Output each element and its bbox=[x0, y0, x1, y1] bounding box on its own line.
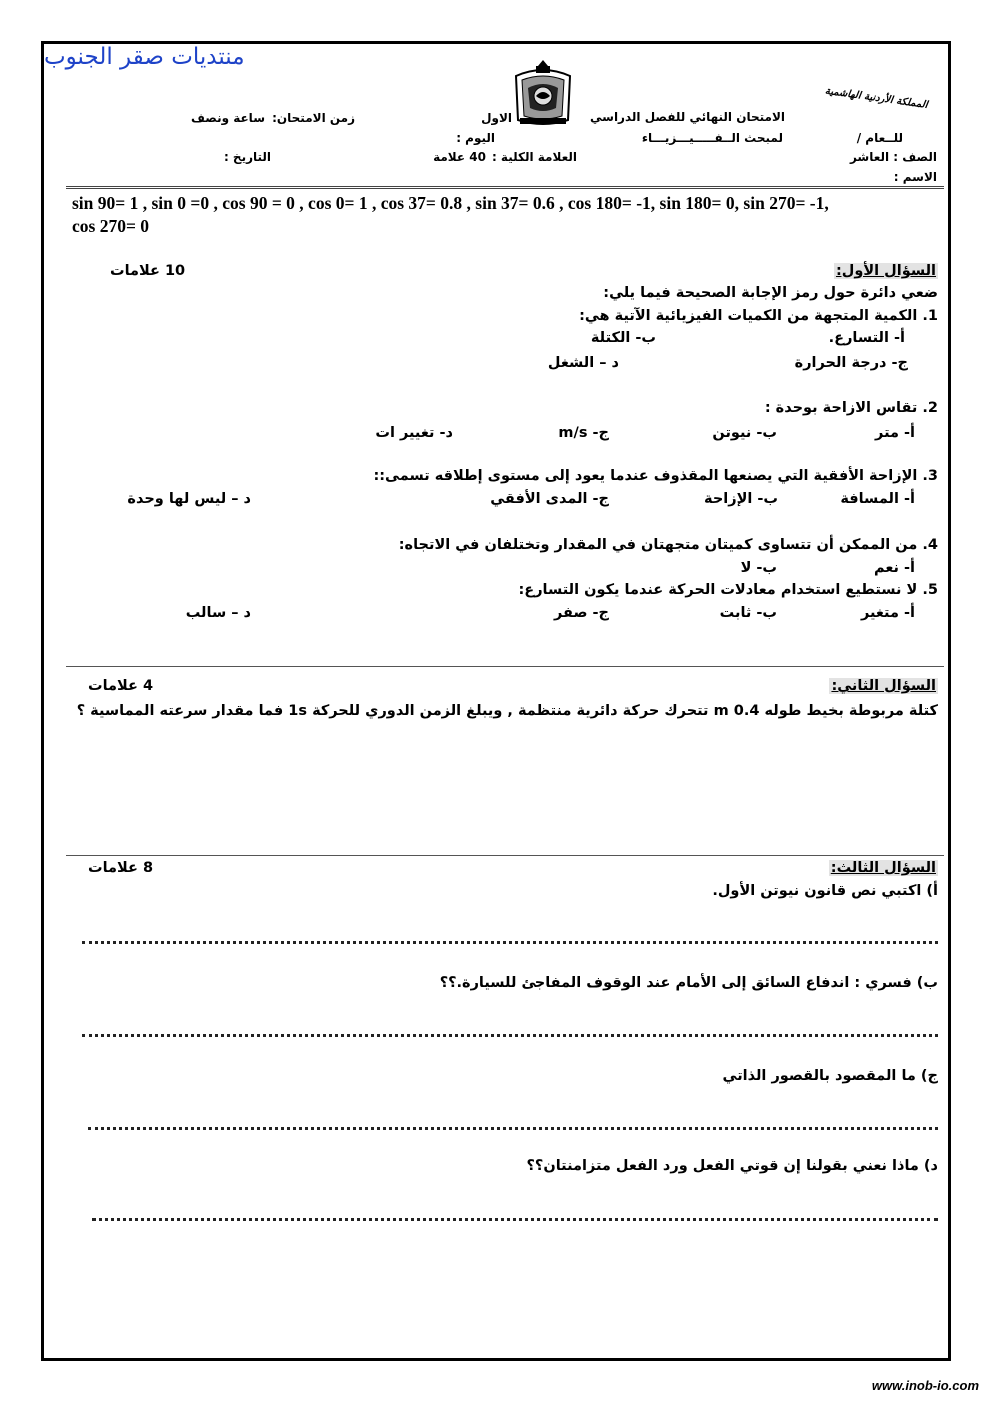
exam-title: الامتحان النهائي للفصل الدراسي bbox=[590, 110, 785, 124]
q1-item-3-stem: 3. الإزاحة الأفقية التي يصنعها المقذوف عندما يعود إلى مستوى إطلاقه تسمى:: bbox=[373, 468, 938, 484]
q2-title bbox=[829, 678, 938, 694]
q3-part-c-answer-line[interactable] bbox=[88, 1127, 938, 1130]
q1-item-1-stem: 1. الكمية المتجهة من الكميات الفيزيائية الآتية هي: bbox=[579, 308, 938, 324]
academic-year-label: للــعام / bbox=[856, 131, 903, 145]
q1-item-1-option-c[interactable]: ج- درجة الحرارة bbox=[794, 355, 908, 371]
q1-item-3-option-b[interactable]: ب- الإزاحة bbox=[704, 491, 778, 507]
kingdom-label: المملكة الأردنية الهاشمية bbox=[823, 85, 928, 111]
website-url[interactable]: www.inob-io.com bbox=[871, 1378, 979, 1393]
day-label: اليوم : bbox=[456, 131, 495, 145]
q1-item-2-option-c[interactable]: ج- m/s bbox=[558, 425, 609, 441]
q1-item-3-option-c[interactable]: ج- المدى الأفقي bbox=[490, 491, 609, 507]
q1-item-1-option-b[interactable]: ب- الكتلة bbox=[590, 330, 656, 346]
date-label: التاريخ : bbox=[223, 150, 271, 164]
q1-item-4-option-b[interactable]: ب- لا bbox=[740, 560, 777, 576]
subject-label: لمبحث الــفـــــيـــزيـــاء bbox=[641, 131, 783, 145]
jordan-emblem-icon bbox=[508, 58, 578, 128]
q1-item-2-option-a[interactable]: أ- متر bbox=[875, 425, 915, 441]
q3-part-b: ب) فسري : اندفاع السائق إلى الأمام عند الوقوف المفاجئ للسيارة.؟؟ bbox=[439, 975, 938, 991]
q3-part-d: د) ماذا نعني بقولنا إن قوتي الفعل ورد الفعل متزامنتان؟؟ bbox=[526, 1158, 938, 1174]
exam-duration-label: زمن الامتحان: bbox=[272, 111, 355, 125]
q1-item-2-option-d[interactable]: د- تغيير ات bbox=[375, 425, 453, 441]
semester-label: الاول bbox=[481, 111, 512, 125]
q1-item-1-option-d[interactable]: د – الشغل bbox=[547, 355, 619, 371]
q1-marks: 10 علامات bbox=[110, 263, 186, 279]
q3-title bbox=[829, 860, 938, 876]
total-marks-value: 40 علامة bbox=[433, 150, 486, 164]
q3-part-c: ج) ما المقصود بالقصور الذاتي bbox=[722, 1068, 938, 1084]
q1-item-3-option-a[interactable]: أ- المسافة bbox=[840, 491, 915, 507]
grade-label: الصف : العاشر bbox=[849, 150, 937, 164]
q1-item-5-stem: 5. لا نستطيع استخدام معادلات الحركة عندما يكون التسارع: bbox=[518, 582, 938, 598]
q3-part-a: أ) اكتبي نص قانون نيوتن الأول. bbox=[712, 883, 938, 899]
q3-part-b-answer-line[interactable] bbox=[82, 1034, 938, 1037]
q1-item-2-option-b[interactable]: ب- نيوتن bbox=[712, 425, 777, 441]
q1-item-5-option-c[interactable]: ج- صفر bbox=[554, 605, 609, 621]
q2-title-text: السؤال الثاني: bbox=[831, 678, 936, 694]
q1-item-5-option-a[interactable]: أ- متغير bbox=[860, 605, 915, 621]
q3-part-a-answer-line[interactable] bbox=[82, 941, 938, 944]
q1-item-1-option-a[interactable]: أ- التسارع. bbox=[828, 330, 905, 346]
q1-item-5-option-b[interactable]: ب- ثابت bbox=[719, 605, 777, 621]
q1-item-5-option-d[interactable]: د – سالب bbox=[185, 605, 251, 621]
q1-item-3-option-d[interactable]: د – ليس لها وحدة bbox=[127, 491, 251, 507]
q3-title-text: السؤال الثالث: bbox=[830, 860, 936, 876]
q2-marks: 4 علامات bbox=[88, 678, 154, 694]
q2-divider bbox=[66, 855, 944, 856]
q1-title-text: السؤال الأول: bbox=[835, 263, 936, 279]
exam-duration-value: ساعة ونصف bbox=[190, 111, 265, 125]
q2-text: كتلة مربوطة بخيط طوله 0.4 m تتحرك حركة دائرية منتظمة , ويبلغ الزمن الدوري للحركة 1s فما مقدار سرعته المماسية ؟ bbox=[76, 703, 938, 719]
q1-item-4-option-a[interactable]: أ- نعم bbox=[873, 560, 915, 576]
q1-divider bbox=[66, 666, 944, 667]
q1-instruction: ضعي دائرة حول رمز الإجابة الصحيحة فيما يلي: bbox=[603, 285, 938, 301]
q3-part-d-answer-line[interactable] bbox=[92, 1218, 938, 1221]
q3-marks: 8 علامات bbox=[88, 860, 154, 876]
q1-item-2-stem: 2. تقاس الازاحة بوحدة : bbox=[764, 400, 938, 416]
forum-watermark: منتديات صقر الجنوب bbox=[44, 44, 245, 70]
total-marks-label: العلامة الكلية : bbox=[491, 150, 577, 164]
student-name-label: الاسم : bbox=[893, 170, 937, 184]
q1-item-4-stem: 4. من الممكن أن تتساوى كميتان متجهتان في المقدار وتختلفان في الاتجاه: bbox=[398, 537, 938, 553]
header-divider bbox=[66, 186, 944, 189]
q1-title bbox=[834, 263, 938, 279]
trig-values-line-2: cos 270= 0 bbox=[72, 216, 150, 236]
trig-values-line-1: sin 90= 1 , sin 0 =0 , cos 90 = 0 , cos 0= 1 , cos 37= 0.8 , sin 37= 0.6 , cos 180= -1, sin 180= 0, sin 270= -1, bbox=[72, 193, 829, 213]
